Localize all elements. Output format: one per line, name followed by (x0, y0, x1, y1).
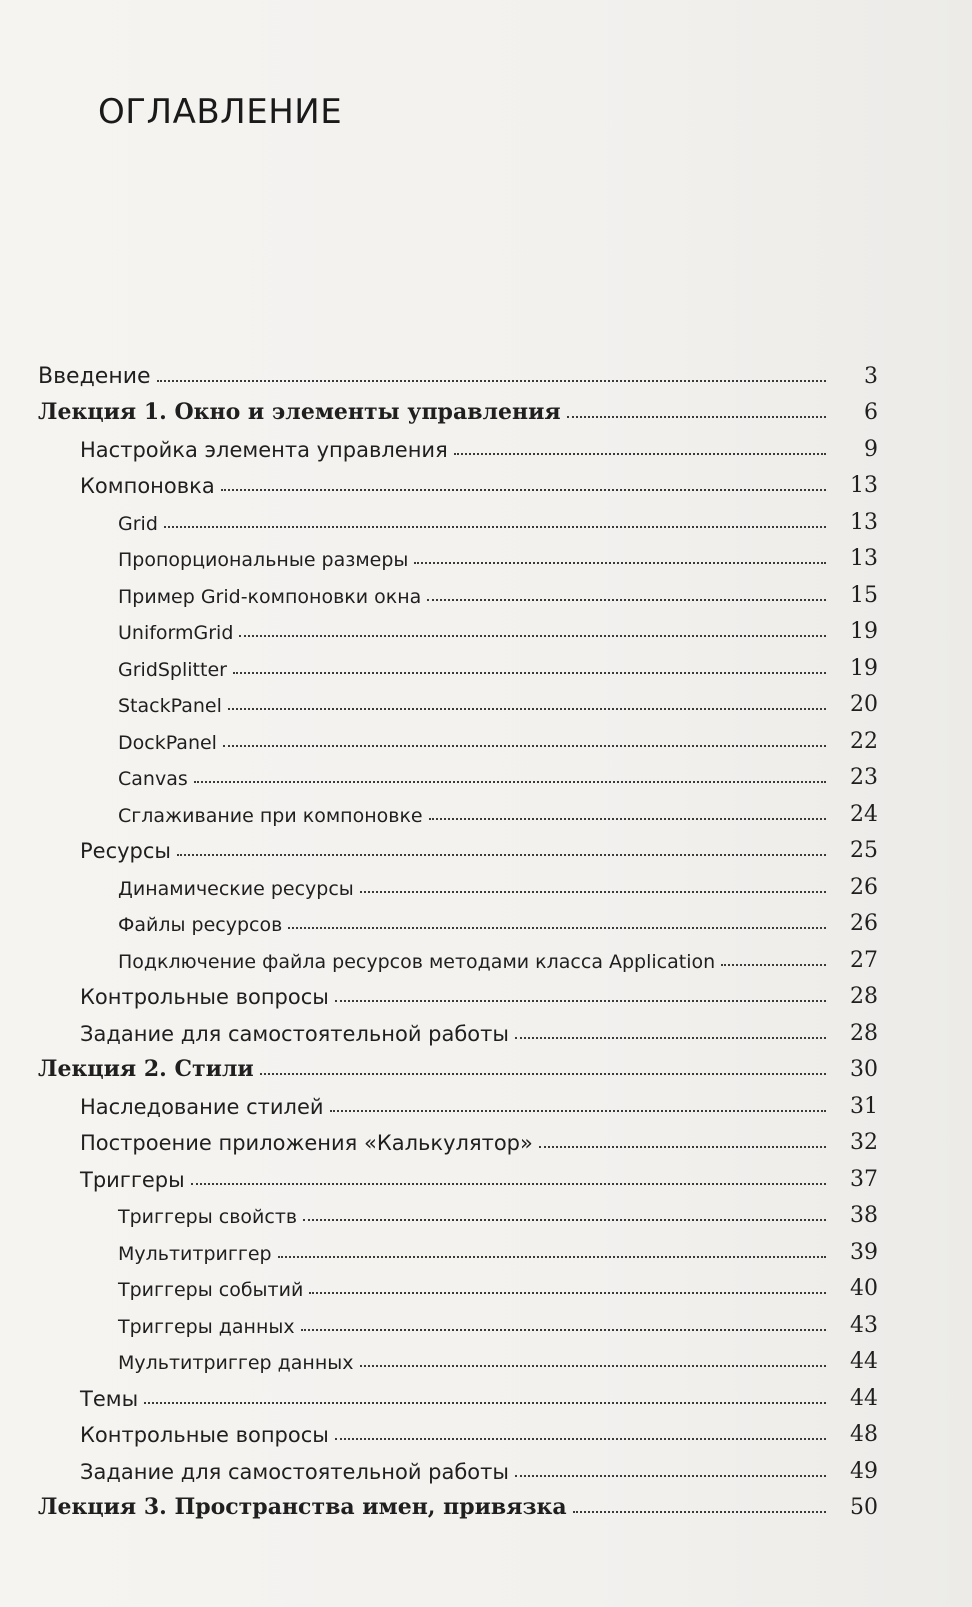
toc-entry-title: Триггеры (80, 1167, 185, 1192)
toc-entry (0, 1301, 972, 1338)
dot-leader (360, 890, 826, 893)
toc-entry-page: 9 (864, 436, 878, 462)
dot-leader (454, 452, 826, 455)
toc-entry (0, 1192, 972, 1229)
toc-entry-page: 13 (850, 509, 878, 535)
toc-entry (0, 863, 972, 900)
toc-entry (0, 936, 972, 973)
toc-entry-title: StackPanel (118, 695, 222, 717)
toc-entry (0, 1009, 972, 1046)
dot-leader (360, 1364, 827, 1367)
toc-entry (0, 535, 972, 572)
dot-leader (144, 1401, 826, 1404)
toc-entry-page: 40 (850, 1276, 878, 1301)
toc-entry-page: 19 (850, 619, 878, 644)
dot-leader (260, 1072, 826, 1075)
toc-entry (0, 1265, 972, 1302)
toc-entry (0, 1374, 972, 1411)
toc-entry (0, 644, 972, 681)
toc-entry-page: 48 (850, 1422, 878, 1447)
table-of-contents (0, 352, 972, 1520)
dot-leader (515, 1474, 826, 1477)
toc-entry (0, 1119, 972, 1156)
toc-entry (0, 900, 972, 937)
toc-entry-page: 44 (850, 1349, 878, 1374)
toc-entry-page: 19 (850, 655, 878, 681)
dot-leader (278, 1255, 826, 1258)
toc-entry-title: UniformGrid (118, 622, 234, 644)
toc-entry-page: 13 (850, 473, 878, 498)
toc-entry (0, 1228, 972, 1265)
toc-entry-page: 25 (850, 838, 878, 863)
dot-leader (335, 999, 826, 1002)
toc-entry-title: Настройка элемента управления (80, 437, 448, 462)
toc-entry-title: Grid (118, 512, 158, 535)
dot-leader (303, 1218, 826, 1221)
toc-entry-page: 31 (850, 1093, 878, 1119)
toc-entry-title: Построение приложения «Калькулятор» (80, 1131, 533, 1155)
dot-leader (309, 1291, 826, 1294)
dot-leader (427, 598, 826, 601)
toc-entry-title: Задание для самостоятельной работы (80, 1459, 509, 1484)
toc-entry (0, 717, 972, 754)
page-title: ОГЛАВЛЕНИЕ (98, 92, 343, 132)
toc-entry-page: 20 (850, 692, 878, 717)
toc-entry-title: Задание для самостоятельной работы (80, 1021, 509, 1046)
dot-leader (301, 1328, 826, 1331)
toc-entry (0, 1484, 972, 1521)
toc-entry-title: Пропорциональные размеры (118, 549, 409, 571)
dot-leader (721, 963, 826, 966)
toc-entry-title: GridSplitter (118, 658, 227, 681)
toc-entry (0, 1447, 972, 1484)
dot-leader (194, 780, 826, 783)
toc-entry-title: Триггеры свойств (118, 1206, 298, 1228)
toc-entry (0, 1155, 972, 1192)
toc-entry-page: 43 (850, 1312, 878, 1338)
toc-entry (0, 1411, 972, 1448)
toc-entry-title: Темы (80, 1386, 139, 1411)
toc-entry (0, 608, 972, 645)
toc-entry (0, 754, 972, 791)
toc-entry-page: 6 (864, 400, 878, 425)
toc-entry-page: 32 (850, 1130, 878, 1155)
dot-leader (573, 1510, 826, 1513)
toc-entry-title: Пример Grid-компоновки окна (118, 585, 422, 608)
toc-entry (0, 681, 972, 718)
toc-entry-page: 44 (850, 1385, 878, 1411)
toc-entry-title: Сглаживание при компоновке (118, 804, 423, 827)
toc-entry (0, 462, 972, 499)
toc-entry (0, 790, 972, 827)
toc-entry (0, 571, 972, 608)
dot-leader (288, 926, 826, 929)
toc-entry-page: 26 (850, 874, 878, 900)
toc-entry-title: Динамические ресурсы (118, 877, 354, 900)
toc-entry-title: Мультитриггер данных (118, 1352, 354, 1374)
dot-leader (191, 1182, 826, 1185)
bleed-through-text (40, 40, 930, 360)
toc-entry-page: 26 (850, 911, 878, 936)
toc-entry-title: Лекция 2. Стили (38, 1056, 254, 1082)
toc-entry-page: 23 (850, 765, 878, 790)
toc-entry-title: Наследование стилей (80, 1094, 324, 1119)
dot-leader (233, 671, 826, 674)
dot-leader (221, 488, 826, 491)
dot-leader (157, 379, 826, 382)
dot-leader (515, 1036, 826, 1039)
dot-leader (429, 817, 826, 820)
dot-leader (177, 853, 826, 856)
toc-entry-page: 50 (850, 1495, 878, 1520)
toc-entry (0, 827, 972, 864)
toc-entry-title: Контрольные вопросы (80, 1423, 329, 1447)
toc-entry-title: Файлы ресурсов (118, 914, 283, 936)
dot-leader (239, 634, 826, 637)
toc-entry (0, 389, 972, 426)
toc-entry-page: 28 (850, 984, 878, 1009)
toc-entry-page: 27 (850, 947, 878, 973)
toc-entry-page: 39 (850, 1239, 878, 1265)
toc-entry (0, 352, 972, 389)
dot-leader (335, 1437, 826, 1440)
toc-entry-page: 24 (850, 801, 878, 827)
toc-entry-title: Лекция 3. Пространства имен, привязка (38, 1494, 567, 1520)
toc-entry-title: Подключение файла ресурсов методами класса Application (118, 950, 716, 973)
dot-leader (330, 1109, 826, 1112)
toc-entry-page: 38 (850, 1203, 878, 1228)
dot-leader (223, 744, 826, 747)
toc-entry-title: Триггеры данных (118, 1315, 295, 1338)
toc-entry-title: DockPanel (118, 731, 217, 754)
toc-entry-page: 3 (864, 363, 878, 389)
toc-entry-page: 28 (850, 1020, 878, 1046)
toc-entry (0, 1046, 972, 1083)
toc-entry (0, 425, 972, 462)
dot-leader (539, 1145, 826, 1148)
toc-entry-page: 30 (850, 1057, 878, 1082)
toc-entry (0, 973, 972, 1010)
toc-entry-title: Лекция 1. Окно и элементы управления (38, 399, 561, 425)
toc-entry (0, 1338, 972, 1375)
toc-entry-page: 22 (850, 728, 878, 754)
dot-leader (567, 415, 826, 418)
toc-entry-title: Введение (38, 363, 151, 389)
toc-entry-title: Контрольные вопросы (80, 985, 329, 1009)
toc-entry-page: 15 (850, 582, 878, 608)
toc-entry-page: 37 (850, 1166, 878, 1192)
toc-entry-title: Ресурсы (80, 839, 172, 863)
toc-entry-page: 49 (850, 1458, 878, 1484)
toc-entry-title: Мультитриггер (118, 1242, 272, 1265)
toc-entry-title: Canvas (118, 768, 188, 790)
toc-entry-page: 13 (850, 546, 878, 571)
dot-leader (164, 525, 826, 528)
dot-leader (228, 707, 826, 710)
toc-entry-title: Компоновка (80, 474, 215, 498)
toc-entry (0, 498, 972, 535)
toc-entry (0, 1082, 972, 1119)
toc-entry-title: Триггеры событий (118, 1279, 304, 1301)
dot-leader (414, 561, 826, 564)
